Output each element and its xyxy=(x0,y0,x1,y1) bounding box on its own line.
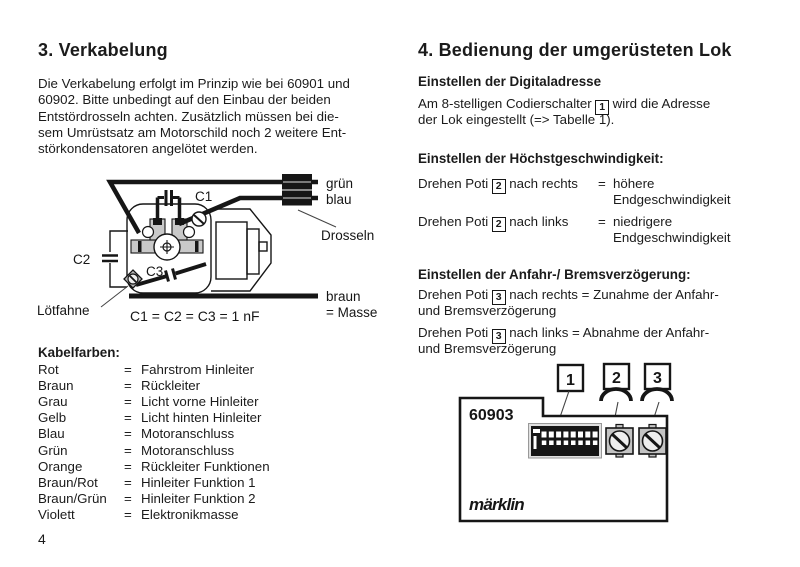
table-row: Braun = Rückleiter xyxy=(38,377,201,393)
intro-line: Die Verkabelung erfolgt im Prinzip wie bei 60901 und xyxy=(38,76,350,91)
poti3-left-row-line2: und Bremsverzögerung xyxy=(418,341,557,357)
table-row: Braun/Rot = Hinleiter Funktion 1 xyxy=(38,474,256,490)
poti-2-icon xyxy=(606,425,633,458)
label-c2: C2 xyxy=(73,252,91,267)
intro-line: sem Umrüstsatz am Motorschild noch 2 weitere Ent- xyxy=(38,124,347,140)
decoder-board-diagram xyxy=(440,358,700,533)
intro-line: Entstördrosseln achten. Zusätzlich müssen bei die- xyxy=(38,108,339,124)
label-c3: C3 xyxy=(146,264,164,279)
rotate-arrow-icon xyxy=(642,389,672,401)
poti3-left-row: Drehen Poti 3 nach links = Abnahme der Anfahr- xyxy=(418,325,710,342)
choke-icons xyxy=(282,174,312,206)
table-row: Braun/Grün = Hinleiter Funktion 2 xyxy=(38,491,256,507)
poti-ref-box: 2 xyxy=(492,217,506,232)
page-number: 4 xyxy=(38,531,46,547)
callout-3: 3 xyxy=(653,370,662,387)
poti3-right-row-line2: und Bremsverzögerung xyxy=(418,302,557,318)
label-wire-blue: blau xyxy=(326,192,352,207)
poti-ref-box: 3 xyxy=(492,290,506,305)
label-drosseln: Drosseln xyxy=(321,228,375,243)
label-formula: C1 = C2 = C3 = 1 nF xyxy=(130,308,260,324)
dip-switch-icon xyxy=(529,424,602,459)
table-row: Rot = Fahrstrom Hinleiter xyxy=(38,361,255,377)
poti2-left-row: Drehen Poti 2 nach links = niedrigere Endgeschwindigkeit xyxy=(418,213,731,245)
table-row: Orange = Rückleiter Funktionen xyxy=(38,458,270,474)
intro-line: 60902. Bitte unbedingt auf den Einbau der beiden xyxy=(38,92,331,108)
table-row: Violett = Elektronikmasse xyxy=(38,507,239,523)
table-row: Grau = Licht vorne Hinleiter xyxy=(38,393,259,409)
poti3-right-row: Drehen Poti 3 nach rechts = Zunahme der Anfahr- xyxy=(418,286,719,303)
anfahr-heading: Einstellen der Anfahr-/ Bremsverzögerung: xyxy=(418,266,691,282)
digitaladresse-line1: Am 8-stelligen Codierschalter 1 wird die Adresse xyxy=(418,96,711,113)
switch-ref-box: 1 xyxy=(595,100,609,115)
label-wire-green: grün xyxy=(326,176,354,191)
poti-ref-box: 2 xyxy=(492,179,506,194)
table-row: Gelb = Licht hinten Hinleiter xyxy=(38,410,262,426)
section-3-intro xyxy=(38,76,390,157)
hoechst-heading: Einstellen der Höchstgeschwindigkeit: xyxy=(418,151,664,166)
label-loetfahne: Lötfahne xyxy=(37,303,90,318)
intro-line: störkondensatoren angelötet werden. xyxy=(38,141,258,157)
callout-2: 2 xyxy=(612,370,621,387)
dip-switch-numbers: 12345678 xyxy=(542,448,597,455)
capacitor-c1 xyxy=(153,190,184,225)
label-wire-brown: braun xyxy=(326,289,361,304)
poti-ref-box: 3 xyxy=(492,329,506,344)
label-ground: = Masse xyxy=(326,305,378,320)
label-c1: C1 xyxy=(195,189,213,204)
section-4-heading: 4. Bedienung der umgerüsteten Lok xyxy=(418,40,732,60)
board-model: 60903 xyxy=(469,407,514,424)
poti2-right-row: Drehen Poti 2 nach rechts = höhere Endgeschwindigkeit xyxy=(418,175,731,207)
poti-3-icon xyxy=(639,425,666,458)
wiring-diagram xyxy=(30,170,390,330)
digitaladresse-heading: Einstellen der Digitaladresse xyxy=(418,73,602,89)
kabelfarben-table xyxy=(38,362,390,524)
rotate-arrow-icon xyxy=(601,389,631,401)
drosseln-leader xyxy=(298,210,336,227)
section-3-heading: 3. Verkabelung xyxy=(38,40,168,60)
table-row: Blau = Motoranschluss xyxy=(38,426,235,442)
digitaladresse-line2: der Lok eingestellt (=> Tabelle 1). xyxy=(418,112,615,128)
kabelfarben-heading: Kabelfarben: xyxy=(38,345,120,360)
loetfahne-leader xyxy=(101,286,128,307)
brand-logo: märklin xyxy=(469,495,524,514)
table-row: Grün = Motoranschluss xyxy=(38,442,235,458)
callout-1: 1 xyxy=(566,372,575,389)
